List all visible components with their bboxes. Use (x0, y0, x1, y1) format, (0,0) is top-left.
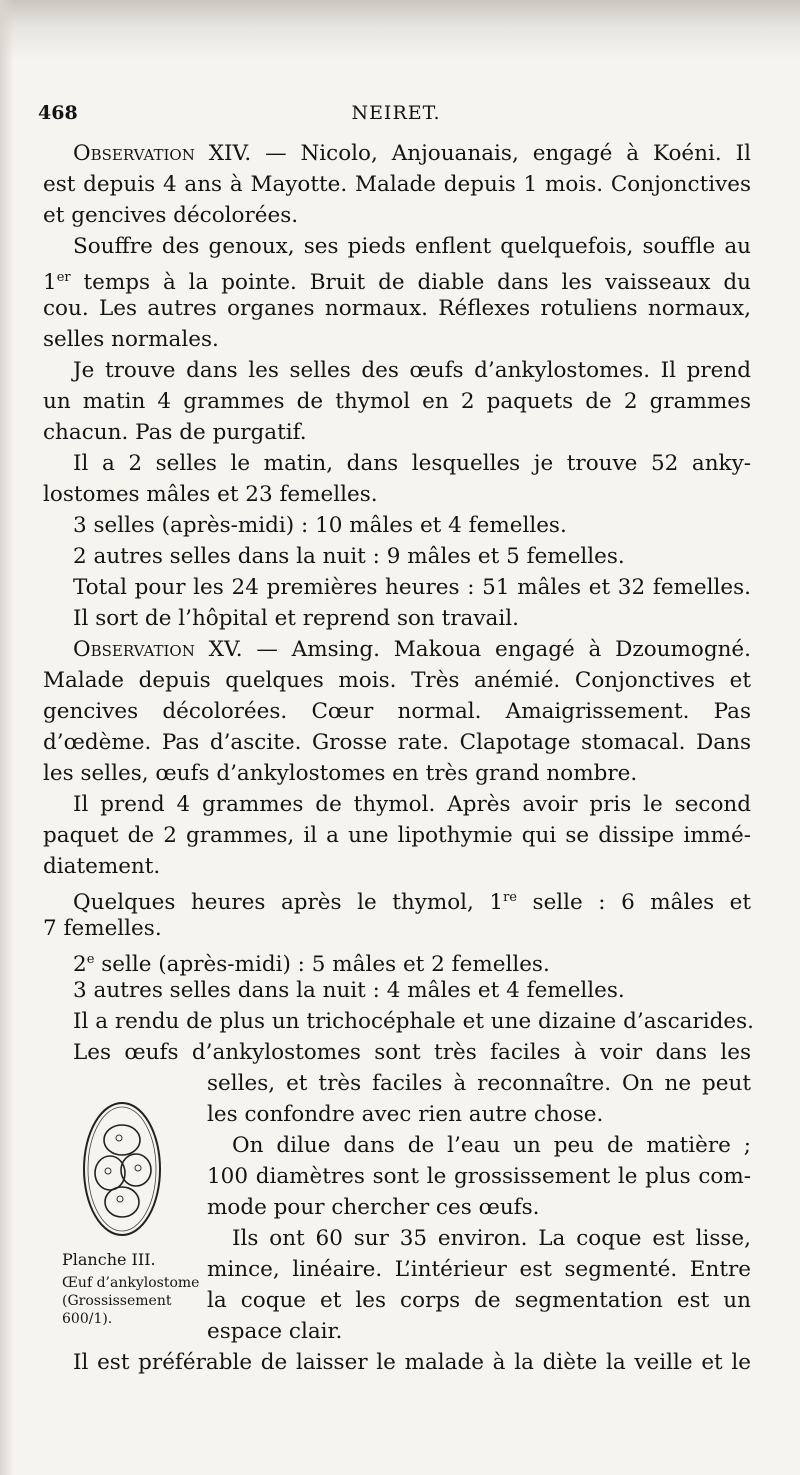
text-line: On dilue dans de l’eau un peu de matière ; (232, 1133, 751, 1158)
text-line: Il a rendu de plus un trichocéphale et une dizaine d’ascarides. (73, 1009, 754, 1034)
figure-caption-line: (Grossissement (62, 1293, 172, 1309)
text-line: 2e selle (après-midi) : 5 mâles et 2 femelles. (73, 952, 550, 978)
text-line: diatement. (43, 854, 161, 879)
text-line: 3 selles (après-midi) : 10 mâles et 4 femelles. (73, 513, 567, 538)
text-line: espace clair. (207, 1319, 343, 1344)
scan-top-shadow (0, 0, 800, 60)
text-line: 3 autres selles dans la nuit : 4 mâles et 4 femelles. (73, 978, 625, 1003)
superscript: e (86, 952, 95, 967)
text-line: les selles, œufs d’ankylostomes en très grand nombre. (43, 761, 638, 786)
text-line: 2 autres selles dans la nuit : 9 mâles et 5 femelles. (73, 544, 625, 569)
text-line: Quelques heures après le thymol, 1re selle : 6 mâles et (73, 890, 751, 916)
text-line: Total pour les 24 premières heures : 51 mâles et 32 femelles. (73, 575, 751, 600)
text-line: selles normales. (43, 327, 219, 352)
superscript: er (56, 270, 71, 285)
page-number: 468 (38, 102, 78, 124)
text-line: lostomes mâles et 23 femelles. (43, 482, 378, 507)
text-line: Il est préférable de laisser le malade à la diète la veille et le (73, 1350, 751, 1375)
small-caps-heading: Observation (73, 141, 195, 166)
figure-caption-line: 600/1). (62, 1311, 113, 1327)
text-line: 1er temps à la pointe. Bruit de diable dans les vaisseaux du (43, 270, 751, 296)
text-line: Malade depuis quelques mois. Très anémié. Conjonctives et (43, 668, 751, 693)
text-line: Je trouve dans les selles des œufs d’ankylostomes. Il prend (73, 358, 751, 383)
text-line: selles, et très faciles à reconnaître. On ne peut (207, 1071, 751, 1096)
text-line: 7 femelles. (43, 916, 162, 941)
ankylostome-egg-figure (78, 1098, 166, 1240)
superscript: re (503, 890, 518, 905)
running-title: NEIRET. (351, 102, 441, 124)
text-line: Il prend 4 grammes de thymol. Après avoir pris le second (73, 792, 751, 817)
text-line: Ils ont 60 sur 35 environ. La coque est lisse, (232, 1226, 751, 1251)
figure-caption-line: Œuf d’ankylostome (62, 1275, 200, 1291)
text-line: les confondre avec rien autre chose. (207, 1102, 604, 1127)
figure-caption-title: Planche III. (62, 1250, 156, 1269)
small-caps-heading: Observation (73, 637, 195, 662)
text-line: Il sort de l’hôpital et reprend son travail. (73, 606, 519, 631)
text-line: est depuis 4 ans à Mayotte. Malade depuis 1 mois. Conjonctives (43, 172, 751, 197)
text-line: d’œdème. Pas d’ascite. Grosse rate. Clapotage stomacal. Dans (43, 730, 751, 755)
text-line: la coque et les corps de segmentation est un (207, 1288, 751, 1313)
text-line: Les œufs d’ankylostomes sont très faciles à voir dans les (73, 1040, 751, 1065)
text-line: et gencives décolorées. (43, 203, 299, 228)
page-header (38, 102, 754, 130)
egg-illustration (78, 1098, 166, 1240)
text-line: 100 diamètres sont le grossissement le plus com- (207, 1164, 751, 1189)
text-line: Souffre des genoux, ses pieds enflent quelquefois, souffle au (73, 234, 751, 259)
text-line: gencives décolorées. Cœur normal. Amaigrissement. Pas (43, 699, 751, 724)
text-line: paquet de 2 grammes, il a une lipothymie qui se dissipe immé- (43, 823, 751, 848)
text-line: chacun. Pas de purgatif. (43, 420, 307, 445)
text-line: cou. Les autres organes normaux. Réflexes rotuliens normaux, (43, 296, 751, 321)
text-line: mode pour chercher ces œufs. (207, 1195, 540, 1220)
text-line: mince, linéaire. L’intérieur est segmenté. Entre (207, 1257, 751, 1282)
text-line: un matin 4 grammes de thymol en 2 paquets de 2 grammes (43, 389, 751, 414)
text-line: Observation XV. — Amsing. Makoua engagé à Dzoumogné. (73, 637, 751, 662)
text-line: Il a 2 selles le matin, dans lesquelles je trouve 52 anky- (73, 451, 751, 476)
scan-left-edge (0, 0, 14, 1475)
text-line: Observation XIV. — Nicolo, Anjouanais, engagé à Koéni. Il (73, 141, 751, 166)
